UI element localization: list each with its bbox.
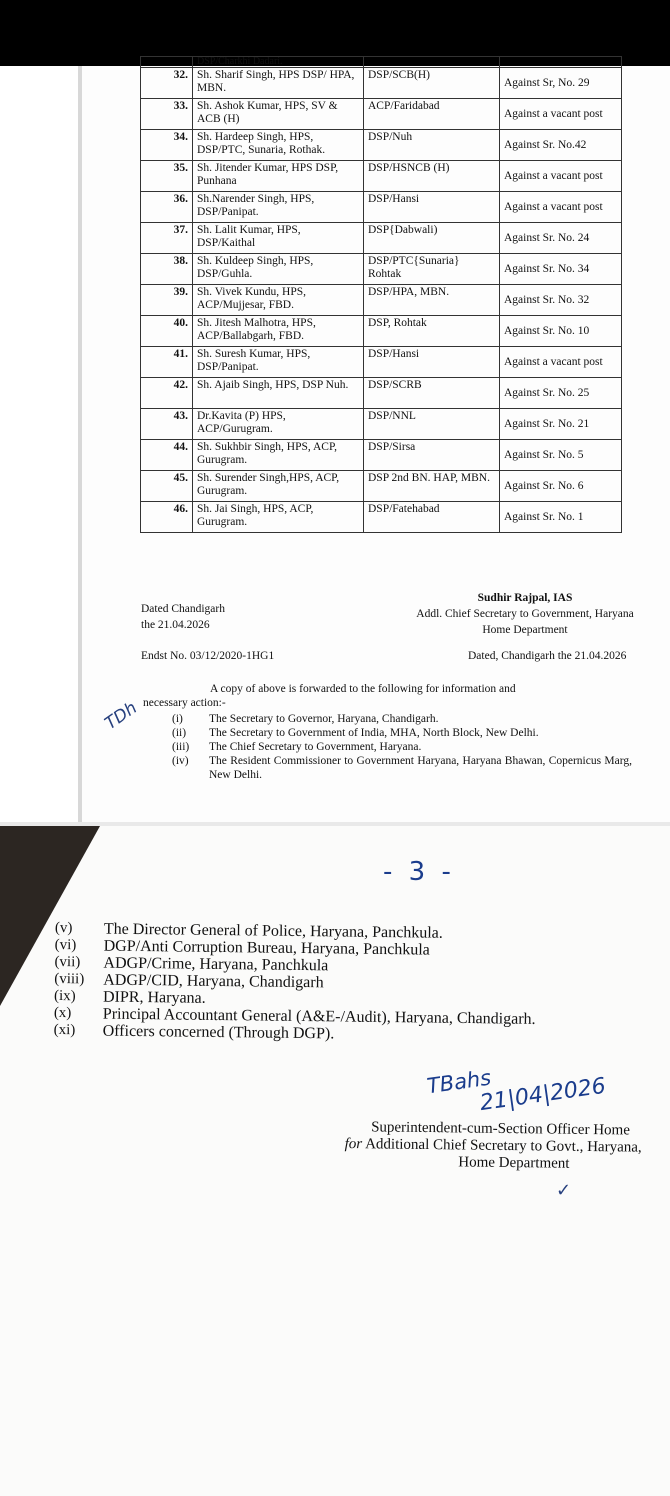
table-row [141,440,622,471]
serial-number: 40. [141,316,193,347]
list-item [172,712,632,726]
officer-name: DSP/Charkhi Dadari. [193,57,364,68]
copy-forward-note [143,682,640,710]
officer-name: Sh. Lalit Kumar, HPS, DSP/Kaithal [193,223,364,254]
serial-number: 32. [141,68,193,99]
list-item-number: (vii) [54,953,81,971]
officer-name: Sh. Jitender Kumar, HPS DSP, Punhana [193,161,364,192]
list-item [172,754,632,782]
officer-name: Sh. Sharif Singh, HPS DSP/ HPA, MBN. [193,68,364,99]
officer-line-2-text: Additional Chief Secretary to Govt., Haryana, [365,1136,642,1156]
recipient-list-1 [172,712,632,782]
serial-number: 42. [141,378,193,409]
table-row [141,130,622,161]
table-row [141,57,622,68]
handwritten-initial: TDh [101,697,141,735]
handwritten-sign: TBahs [425,1065,493,1099]
posting-place: DSP/SCRB [364,378,500,409]
posting-place: DSP/SCB(H) [364,68,500,99]
remark: Against Sr. No. 5 [500,440,622,471]
table-row [141,99,622,130]
officer-name: Sh. Surender Singh,HPS, ACP, Gurugram. [193,471,364,502]
list-item-number: (ix) [53,987,76,1005]
serial-number: 38. [141,254,193,285]
officer-name: Sh. Hardeep Singh, HPS, DSP/PTC, Sunaria, Rothak. [193,130,364,161]
officer-name: Sh. Ajaib Singh, HPS, DSP Nuh. [193,378,364,409]
remark: Against Sr. No. 1 [500,502,622,533]
officer-name: Sh. Kuldeep Singh, HPS, DSP/Guhla. [193,254,364,285]
officer-line-3: Home Department [458,1154,570,1172]
officer-name: Sh. Ashok Kumar, HPS, SV & ACB (H) [193,99,364,130]
remark: Against a vacant post [500,161,622,192]
remark: Against Sr. No.42 [500,130,622,161]
list-item-text: DIPR, Haryana. [102,988,206,1007]
dated-block [141,601,225,633]
serial-number: 41. [141,347,193,378]
table-row [141,378,622,409]
remark: Against a vacant post [500,192,622,223]
officer-name: Sh. Sukhbir Singh, HPS, ACP, Gurugram. [193,440,364,471]
endorsement-date: Dated, Chandigarh the 21.04.2026 [468,650,627,662]
table-row [141,502,622,533]
officer-name: Dr.Kavita (P) HPS, ACP/Gurugram. [193,409,364,440]
list-item-number: (v) [54,920,73,937]
table-row [141,347,622,378]
posting-place: DSP/Hansi [364,192,500,223]
for-word: for [344,1136,363,1153]
posting-place: DSP/PTC{Sunaria} Rohtak [364,254,500,285]
remark: Against Sr. No. 10 [500,316,622,347]
remark: Against a vacant post [500,99,622,130]
list-item-number: (x) [53,1004,72,1022]
remark: Against Sr, No. 29 [500,68,622,99]
remark: Against Sr. No. 34 [500,254,622,285]
posting-place: DSP/Sirsa [364,440,500,471]
list-item-number: (vi) [54,936,77,954]
list-item-number: (i) [172,713,183,725]
remark: Against Sr. No. 6 [500,471,622,502]
list-item-number: (xi) [53,1021,76,1039]
serial-number: 39. [141,285,193,316]
table-row [141,285,622,316]
serial-number: 44. [141,440,193,471]
posting-place: DSP/HPA, MBN. [364,285,500,316]
signatory-designation: Addl. Chief Secretary to Government, Haryana [416,608,634,620]
list-item-text: Principal Accountant General (A&E-/Audit), Haryana, Chandigarh. [102,1005,536,1028]
handwritten-date: 21|04|2026 [478,1073,608,1117]
list-item-text: ADGP/CID, Haryana, Chandigarh [103,971,324,992]
table-row [141,68,622,99]
serial-number: 45. [141,471,193,502]
posting-place: DSP/Fatehabad [364,502,500,533]
posting-table [140,56,622,533]
remark: Against a vacant post [500,347,622,378]
list-item-text: The Resident Commissioner to Government Haryana, Haryana Bhawan, Copernicus Marg, New Delhi. [209,755,632,781]
list-item-text: The Secretary to Government of India, MHA, North Block, New Delhi. [209,727,539,739]
officer-line-1: Superintendent-cum-Section Officer Home [371,1119,631,1139]
table-row [141,409,622,440]
list-item-text: ADGP/Crime, Haryana, Panchkula [103,954,329,975]
check-mark-icon: ✓ [556,1180,572,1201]
recipient-list-2 [54,920,655,1046]
list-item-number: (iv) [172,755,189,767]
copy-intro-line-2: necessary action:- [143,697,226,709]
endorsement-number: Endst No. 03/12/2020-1HG1 [141,650,275,662]
serial-number: 43. [141,409,193,440]
list-item [172,726,632,740]
list-item-text: The Secretary to Governor, Haryana, Chandigarh. [209,713,439,725]
table-row [141,161,622,192]
remark: Against Sr. No. 21 [500,409,622,440]
posting-place: DSP{Dabwali) [364,223,500,254]
list-item-text: Officers concerned (Through DGP). [102,1022,335,1043]
list-item-text: DGP/Anti Corruption Bureau, Haryana, Panchkula [103,937,430,959]
officer-name: Sh. Suresh Kumar, HPS, DSP/Panipat. [193,347,364,378]
officer-name: Sh. Jitesh Malhotra, HPS, ACP/Ballabgarh, FBD. [193,316,364,347]
table-row [141,254,622,285]
posting-place: DSP 2nd BN. HAP, MBN. [364,471,500,502]
signatory-department: Home Department [482,624,568,636]
list-item-number: (viii) [54,970,85,988]
serial-number: 46. [141,502,193,533]
signatory-block [400,590,650,638]
dated-date: the 21.04.2026 [141,619,210,631]
table-row [141,192,622,223]
posting-place: DSP/Hansi [364,347,500,378]
officer-name: Sh.Narender Singh, HPS, DSP/Panipat. [193,192,364,223]
serial-number: 37. [141,223,193,254]
posting-place: DSP/HSNCB (H) [364,161,500,192]
list-item [172,740,632,754]
list-item-text: The Director General of Police, Haryana, Panchkula. [103,920,443,942]
signatory-name: Sudhir Rajpal, IAS [477,592,573,604]
dated-place: Dated Chandigarh [141,603,225,615]
remark: Against Sr. No. 24 [500,223,622,254]
list-item-number: (iii) [172,741,190,753]
copy-intro-line-1: A copy of above is forwarded to the following for information and [210,683,516,695]
remark: Against Sr. No. 32 [500,285,622,316]
posting-place: DSP/Nuh [364,130,500,161]
serial-number: 35. [141,161,193,192]
table-row [141,471,622,502]
posting-place: DSP, Rohtak [364,316,500,347]
serial-number: 36. [141,192,193,223]
serial-number: 33. [141,99,193,130]
table-row [141,223,622,254]
officer-name: Sh. Vivek Kundu, HPS, ACP/Mujjesar, FBD. [193,285,364,316]
page-number: - 3 - [383,857,455,887]
officer-signature-block [299,1118,670,1174]
serial-number: 34. [141,130,193,161]
table-row [141,316,622,347]
list-item-number: (ii) [172,727,187,739]
remark: Against Sr. No. 25 [500,378,622,409]
posting-place: DSP/NNL [364,409,500,440]
list-item-text: The Chief Secretary to Government, Haryana. [209,741,422,753]
posting-place: ACP/Faridabad [364,99,500,130]
officer-name: Sh. Jai Singh, HPS, ACP, Gurugram. [193,502,364,533]
